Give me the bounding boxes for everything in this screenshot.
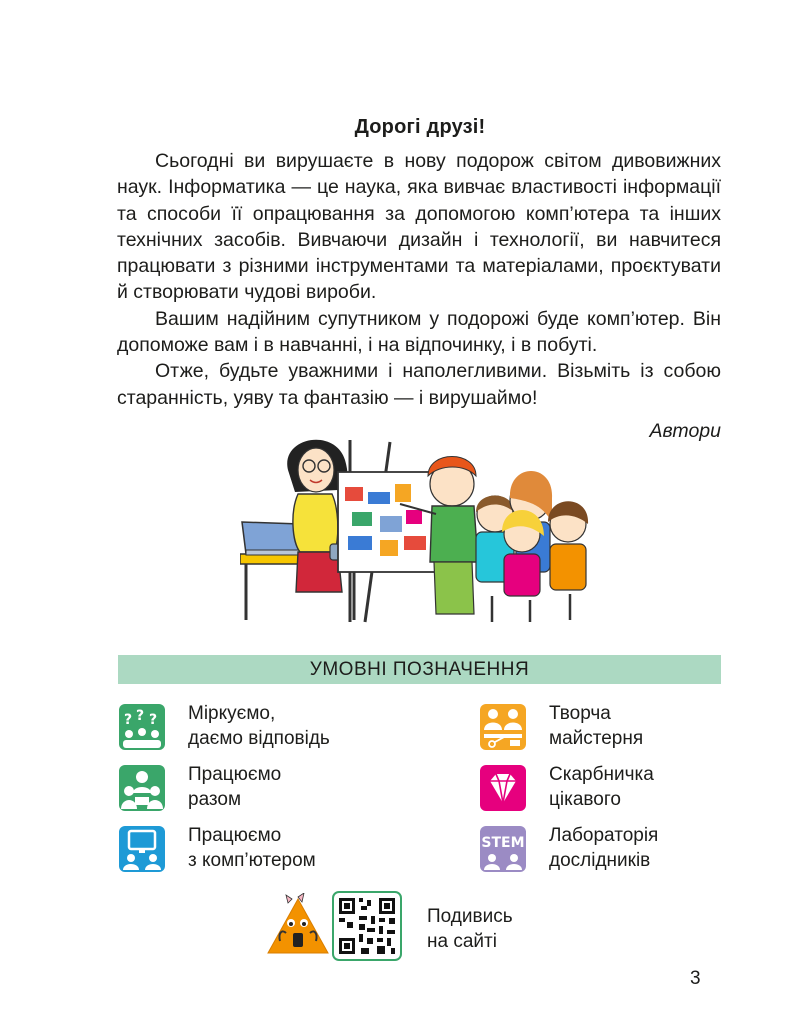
legend-item-workshop-line2: майстерня <box>549 728 644 749</box>
legend-item-computer-line1: Працюємо <box>188 825 282 846</box>
legend-item-workshop-line1: Творча <box>549 703 611 724</box>
stem-icon <box>480 826 526 872</box>
computer-work-icon <box>119 826 165 872</box>
intro-paragraph-2: Вашим надійним супутником у подорожі буде комп’ютер. Він допоможе вам і в навчанні, і на відпочинку, і в побуті. <box>117 307 721 357</box>
legend-title-bar: УМОВНІ ПОЗНАЧЕННЯ <box>118 655 721 684</box>
classroom-illustration <box>240 432 592 627</box>
site-link-line2: на сайті <box>427 931 497 952</box>
legend-item-computer-line2: з комп’ютером <box>188 850 316 871</box>
teacher-shirt <box>293 494 338 552</box>
intro-paragraph-1: Сьогодні ви вирушаєте в нову подорож світом дивовижних наук. Інформатика — це наука, яка вивчає властивості інформації та способи її опрацювання за допомогою комп’ютера та інших технічних засобів. Вивчаючи дизайн і технології, ви навчитеся працювати з різними інструментами та матеріалами, проєктувати й створювати чудові вироби. <box>117 150 721 304</box>
legend-item-thinking-line2: даємо відповідь <box>188 728 330 749</box>
creative-workshop-icon <box>480 704 526 750</box>
page-heading: Дорогі друзі! <box>354 116 486 138</box>
qr-code[interactable] <box>332 891 402 961</box>
legend-item-treasury-line2: цікавого <box>549 789 621 810</box>
site-link-label <box>427 904 513 954</box>
site-link-line1: Подивись <box>427 906 513 927</box>
legend-item-treasury-line1: Скарбничка <box>549 764 654 785</box>
gem-icon <box>480 765 526 811</box>
legend-item-group-work-line1: Працюємо <box>188 764 282 785</box>
page-number: 3 <box>690 968 701 989</box>
boy-shirt <box>430 506 478 562</box>
legend-item-group-work-line2: разом <box>188 789 242 810</box>
stem-icon-text: STEM <box>481 835 525 851</box>
legend-item-lab-line1: Лабораторія <box>549 825 659 846</box>
question-marks-icon <box>119 704 165 750</box>
group-work-icon <box>119 765 165 811</box>
svg-text:?: ? <box>124 712 133 728</box>
legend-item-lab-line2: дослідників <box>549 850 651 871</box>
mascot-icon <box>266 893 330 957</box>
svg-text:?: ? <box>149 712 158 728</box>
legend-item-thinking-line1: Міркуємо, <box>188 703 276 724</box>
intro-text <box>117 148 721 411</box>
intro-paragraph-3: Отже, будьте уважними і наполегливими. Візьміть із собою старанність, уяву та фантазію — і вирушаймо! <box>117 360 721 409</box>
author-signature: Автори <box>649 420 721 442</box>
svg-text:?: ? <box>136 708 145 724</box>
